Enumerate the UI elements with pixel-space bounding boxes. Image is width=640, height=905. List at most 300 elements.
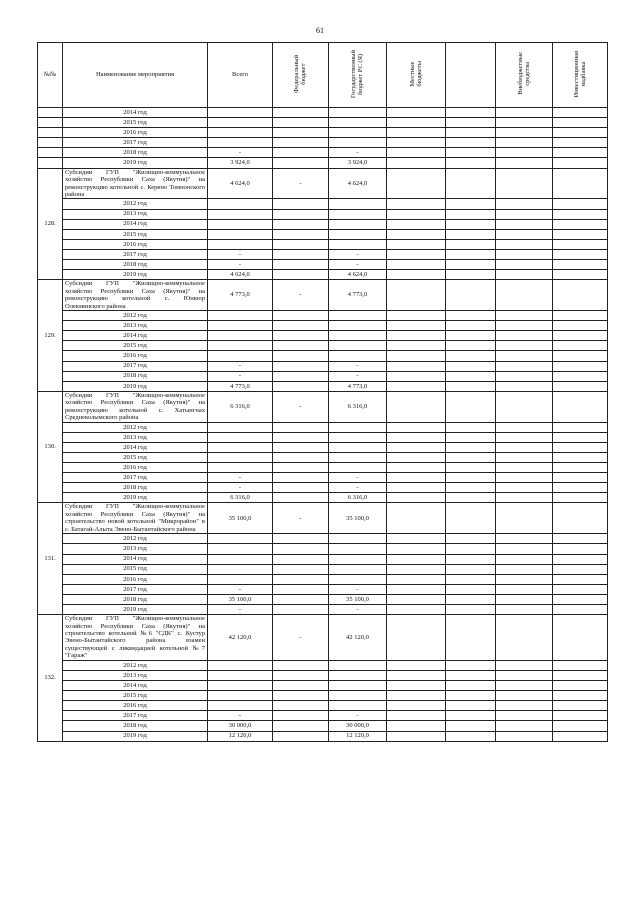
state-cell [329, 534, 387, 544]
row-index-blank [38, 108, 63, 118]
blank-cell [446, 260, 496, 270]
total-cell [208, 239, 273, 249]
page-number: 61 [316, 26, 324, 35]
year-label: 2015 год [63, 691, 208, 701]
federal-cell [273, 381, 329, 391]
total-cell: - [208, 483, 273, 493]
local-cell [387, 594, 446, 604]
state-cell [329, 670, 387, 680]
year-label: 2016 год [63, 463, 208, 473]
total-cell [208, 118, 273, 128]
invest-cell [553, 483, 608, 493]
blank-cell [446, 219, 496, 229]
measure-description: Субсидии ГУП "Жилищно-коммунальное хозяйство Республики Саха (Якутия)" на реконструкцию котельной с. Хатынгнах Среднеколымского района [63, 391, 208, 422]
total-cell [208, 108, 273, 118]
measure-invest [553, 168, 608, 199]
invest-cell [553, 229, 608, 239]
local-cell [387, 260, 446, 270]
state-cell [329, 681, 387, 691]
measure-row [38, 391, 608, 422]
blank-cell [446, 584, 496, 594]
year-row [38, 660, 608, 670]
federal-label: Федеральный бюджет [293, 54, 308, 93]
blank-cell [446, 731, 496, 741]
total-cell: 4 773,0 [208, 381, 273, 391]
extra-cell [496, 731, 553, 741]
extra-cell [496, 108, 553, 118]
total-cell [208, 229, 273, 239]
blank-cell [446, 432, 496, 442]
federal-cell [273, 574, 329, 584]
federal-cell [273, 128, 329, 138]
total-cell: - [208, 361, 273, 371]
year-label: 2016 год [63, 351, 208, 361]
state-cell [329, 341, 387, 351]
year-row [38, 604, 608, 614]
federal-cell [273, 660, 329, 670]
federal-cell [273, 158, 329, 168]
row-index-blank [38, 138, 63, 148]
measure-total: 4 624,0 [208, 168, 273, 199]
extra-cell [496, 260, 553, 270]
year-row [38, 483, 608, 493]
total-cell [208, 574, 273, 584]
measure-state: 35 100,0 [329, 503, 387, 534]
year-label: 2018 год [63, 721, 208, 731]
invest-cell [553, 493, 608, 503]
col-header-invest [553, 43, 608, 108]
measure-local [387, 280, 446, 311]
year-label: 2015 год [63, 452, 208, 462]
blank-cell [446, 564, 496, 574]
local-cell [387, 544, 446, 554]
extra-cell [496, 701, 553, 711]
year-row [38, 361, 608, 371]
extra-cell [496, 331, 553, 341]
year-row [38, 452, 608, 462]
extra-cell [496, 721, 553, 731]
total-cell [208, 138, 273, 148]
invest-cell [553, 381, 608, 391]
year-label: 2018 год [63, 594, 208, 604]
measure-total: 6 316,0 [208, 391, 273, 422]
extra-cell [496, 473, 553, 483]
year-label: 2012 год [63, 199, 208, 209]
local-cell [387, 108, 446, 118]
state-cell [329, 321, 387, 331]
year-label: 2014 год [63, 331, 208, 341]
year-label: 2018 год [63, 260, 208, 270]
blank-cell [446, 158, 496, 168]
measure-total: 4 773,0 [208, 280, 273, 311]
total-cell: - [208, 371, 273, 381]
year-label: 2016 год [63, 239, 208, 249]
invest-cell [553, 660, 608, 670]
invest-cell [553, 442, 608, 452]
total-cell: - [208, 473, 273, 483]
total-cell [208, 422, 273, 432]
blank-cell [446, 341, 496, 351]
year-label: 2018 год [63, 483, 208, 493]
total-cell [208, 564, 273, 574]
year-label: 2019 год [63, 604, 208, 614]
total-cell [208, 701, 273, 711]
local-cell [387, 351, 446, 361]
blank-cell [446, 574, 496, 584]
year-row [38, 118, 608, 128]
local-cell [387, 711, 446, 721]
blank-cell [446, 199, 496, 209]
year-label: 2016 год [63, 574, 208, 584]
extra-cell [496, 311, 553, 321]
measure-local [387, 168, 446, 199]
total-cell: 35 100,0 [208, 594, 273, 604]
table-header-row [38, 43, 608, 108]
federal-cell [273, 483, 329, 493]
invest-cell [553, 534, 608, 544]
col-header-name: Наименование мероприятия [63, 43, 208, 108]
invest-cell [553, 604, 608, 614]
total-cell [208, 311, 273, 321]
state-cell [329, 239, 387, 249]
state-cell [329, 701, 387, 711]
local-cell [387, 249, 446, 259]
total-cell: - [208, 260, 273, 270]
federal-cell [273, 584, 329, 594]
extra-cell [496, 432, 553, 442]
invest-cell [553, 574, 608, 584]
local-cell [387, 483, 446, 493]
local-cell [387, 199, 446, 209]
invest-label: Инвестиционная надбавка [572, 50, 587, 98]
measure-total: 35 100,0 [208, 503, 273, 534]
blank-cell [446, 544, 496, 554]
total-cell [208, 341, 273, 351]
measure-description: Субсидии ГУП "Жилищно-коммунальное хозяйство Республики Саха (Якутия)" на реконструкцию котельной с. Юнкюр Олекминского района [63, 280, 208, 311]
state-cell: 4 624,0 [329, 270, 387, 280]
federal-cell [273, 670, 329, 680]
local-cell [387, 229, 446, 239]
total-cell: 3 924,0 [208, 158, 273, 168]
blank-cell [446, 452, 496, 462]
total-cell [208, 660, 273, 670]
federal-cell [273, 118, 329, 128]
state-cell: - [329, 711, 387, 721]
invest-cell [553, 321, 608, 331]
measure-blank [446, 503, 496, 534]
federal-cell [273, 199, 329, 209]
measure-federal: - [273, 280, 329, 311]
measure-row [38, 503, 608, 534]
total-cell [208, 463, 273, 473]
federal-cell [273, 331, 329, 341]
year-label: 2019 год [63, 493, 208, 503]
blank-cell [446, 442, 496, 452]
total-cell [208, 670, 273, 680]
federal-cell [273, 681, 329, 691]
extra-cell [496, 219, 553, 229]
blank-cell [446, 148, 496, 158]
invest-cell [553, 731, 608, 741]
state-cell: - [329, 361, 387, 371]
total-cell [208, 432, 273, 442]
measure-state: 42 120,0 [329, 615, 387, 661]
year-row [38, 311, 608, 321]
extra-cell [496, 574, 553, 584]
invest-cell [553, 361, 608, 371]
extra-cell [496, 691, 553, 701]
local-cell [387, 270, 446, 280]
year-row [38, 584, 608, 594]
state-cell: - [329, 260, 387, 270]
blank-cell [446, 463, 496, 473]
local-cell [387, 534, 446, 544]
extra-cell [496, 270, 553, 280]
extra-cell [496, 239, 553, 249]
invest-cell [553, 584, 608, 594]
year-row [38, 331, 608, 341]
row-index-blank [38, 148, 63, 158]
measure-extra [496, 168, 553, 199]
invest-cell [553, 371, 608, 381]
total-cell [208, 452, 273, 462]
extra-cell [496, 321, 553, 331]
invest-cell [553, 209, 608, 219]
federal-cell [273, 554, 329, 564]
local-cell [387, 731, 446, 741]
year-label: 2016 год [63, 701, 208, 711]
federal-cell [273, 108, 329, 118]
year-label: 2016 год [63, 128, 208, 138]
federal-cell [273, 432, 329, 442]
year-label: 2013 год [63, 209, 208, 219]
federal-cell [273, 311, 329, 321]
state-cell [329, 452, 387, 462]
year-label: 2018 год [63, 148, 208, 158]
local-cell [387, 311, 446, 321]
col-header-blank [446, 43, 496, 108]
state-label: Государственный бюджет РС (Я) [350, 49, 365, 98]
extra-cell [496, 564, 553, 574]
local-cell [387, 452, 446, 462]
blank-cell [446, 128, 496, 138]
year-row [38, 574, 608, 584]
measure-index: 128. [38, 168, 63, 280]
state-cell [329, 574, 387, 584]
year-row [38, 381, 608, 391]
state-cell [329, 432, 387, 442]
invest-cell [553, 711, 608, 721]
year-row [38, 351, 608, 361]
total-cell [208, 351, 273, 361]
year-label: 2012 год [63, 534, 208, 544]
federal-cell [273, 260, 329, 270]
state-cell: 30 000,0 [329, 721, 387, 731]
year-label: 2014 год [63, 681, 208, 691]
invest-cell [553, 108, 608, 118]
invest-cell [553, 554, 608, 564]
measure-federal: - [273, 391, 329, 422]
state-cell [329, 544, 387, 554]
total-cell [208, 128, 273, 138]
total-cell: 4 624,0 [208, 270, 273, 280]
extra-cell [496, 442, 553, 452]
measure-row [38, 168, 608, 199]
year-row [38, 711, 608, 721]
federal-cell [273, 544, 329, 554]
total-cell: - [208, 711, 273, 721]
extra-cell [496, 199, 553, 209]
extra-cell [496, 670, 553, 680]
blank-cell [446, 660, 496, 670]
blank-cell [446, 721, 496, 731]
state-cell [329, 351, 387, 361]
measure-description: Субсидии ГУП "Жилищно-коммунальное хозяйство Республики Саха (Якутия)" на реконструкцию котельной с. Керюю Томпонского района [63, 168, 208, 199]
total-cell [208, 681, 273, 691]
invest-cell [553, 331, 608, 341]
year-row [38, 731, 608, 741]
invest-cell [553, 351, 608, 361]
state-cell [329, 660, 387, 670]
invest-cell [553, 681, 608, 691]
state-cell [329, 108, 387, 118]
year-label: 2012 год [63, 311, 208, 321]
total-cell: - [208, 148, 273, 158]
blank-cell [446, 493, 496, 503]
state-cell [329, 219, 387, 229]
state-cell: - [329, 148, 387, 158]
invest-cell [553, 118, 608, 128]
invest-cell [553, 138, 608, 148]
extra-cell [496, 381, 553, 391]
invest-cell [553, 721, 608, 731]
measure-index: 132. [38, 615, 63, 742]
state-cell [329, 554, 387, 564]
state-cell: 12 120,0 [329, 731, 387, 741]
year-row [38, 371, 608, 381]
invest-cell [553, 473, 608, 483]
local-cell [387, 701, 446, 711]
year-label: 2013 год [63, 670, 208, 680]
state-cell [329, 128, 387, 138]
extra-cell [496, 681, 553, 691]
year-label: 2015 год [63, 118, 208, 128]
invest-cell [553, 594, 608, 604]
state-cell [329, 463, 387, 473]
extra-cell [496, 128, 553, 138]
state-cell [329, 564, 387, 574]
federal-cell [273, 138, 329, 148]
year-row [38, 681, 608, 691]
year-label: 2013 год [63, 321, 208, 331]
measure-description: Субсидии ГУП "Жилищно-коммунальное хозяйство Республики Саха (Якутия)" на строительство котельной №6 "СДК" с. Кустур Эвено-Бытантайского района взамен существующей с ликвидацией котельной №7 "Гараж" [63, 615, 208, 661]
total-cell [208, 554, 273, 564]
extra-cell [496, 604, 553, 614]
total-cell [208, 691, 273, 701]
blank-cell [446, 691, 496, 701]
federal-cell [273, 594, 329, 604]
local-cell [387, 660, 446, 670]
year-label: 2014 год [63, 108, 208, 118]
measure-state: 4 773,0 [329, 280, 387, 311]
blank-cell [446, 311, 496, 321]
local-cell [387, 574, 446, 584]
year-label: 2019 год [63, 381, 208, 391]
extra-cell [496, 138, 553, 148]
measure-extra [496, 280, 553, 311]
year-row [38, 432, 608, 442]
federal-cell [273, 731, 329, 741]
state-cell: - [329, 483, 387, 493]
year-label: 2019 год [63, 158, 208, 168]
local-cell [387, 138, 446, 148]
state-cell: 4 773,0 [329, 381, 387, 391]
federal-cell [273, 604, 329, 614]
year-label: 2014 год [63, 554, 208, 564]
extra-cell [496, 158, 553, 168]
year-label: 2019 год [63, 731, 208, 741]
invest-cell [553, 199, 608, 209]
year-label: 2017 год [63, 584, 208, 594]
year-label: 2017 год [63, 711, 208, 721]
local-cell [387, 691, 446, 701]
total-cell [208, 534, 273, 544]
local-cell [387, 371, 446, 381]
total-cell: 6 316,0 [208, 493, 273, 503]
local-cell [387, 463, 446, 473]
measure-index: 131. [38, 503, 63, 615]
invest-cell [553, 219, 608, 229]
extra-cell [496, 148, 553, 158]
invest-cell [553, 260, 608, 270]
extra-cell [496, 463, 553, 473]
federal-cell [273, 321, 329, 331]
blank-cell [446, 270, 496, 280]
state-cell [329, 442, 387, 452]
col-header-extra [496, 43, 553, 108]
blank-cell [446, 371, 496, 381]
measure-state: 6 316,0 [329, 391, 387, 422]
total-cell: 30 000,0 [208, 721, 273, 731]
year-row [38, 138, 608, 148]
federal-cell [273, 534, 329, 544]
state-cell [329, 199, 387, 209]
year-row [38, 544, 608, 554]
extra-cell [496, 371, 553, 381]
row-index-blank [38, 128, 63, 138]
measure-index: 129. [38, 280, 63, 392]
federal-cell [273, 249, 329, 259]
state-cell [329, 118, 387, 128]
invest-cell [553, 544, 608, 554]
year-row [38, 554, 608, 564]
local-cell [387, 341, 446, 351]
year-row [38, 463, 608, 473]
local-cell [387, 604, 446, 614]
col-header-total: Всего [208, 43, 273, 108]
federal-cell [273, 422, 329, 432]
invest-cell [553, 452, 608, 462]
total-cell [208, 219, 273, 229]
measure-blank [446, 280, 496, 311]
extra-cell [496, 361, 553, 371]
federal-cell [273, 711, 329, 721]
measure-extra [496, 615, 553, 661]
year-row [38, 108, 608, 118]
local-cell [387, 493, 446, 503]
year-label: 2017 год [63, 138, 208, 148]
extra-cell [496, 660, 553, 670]
